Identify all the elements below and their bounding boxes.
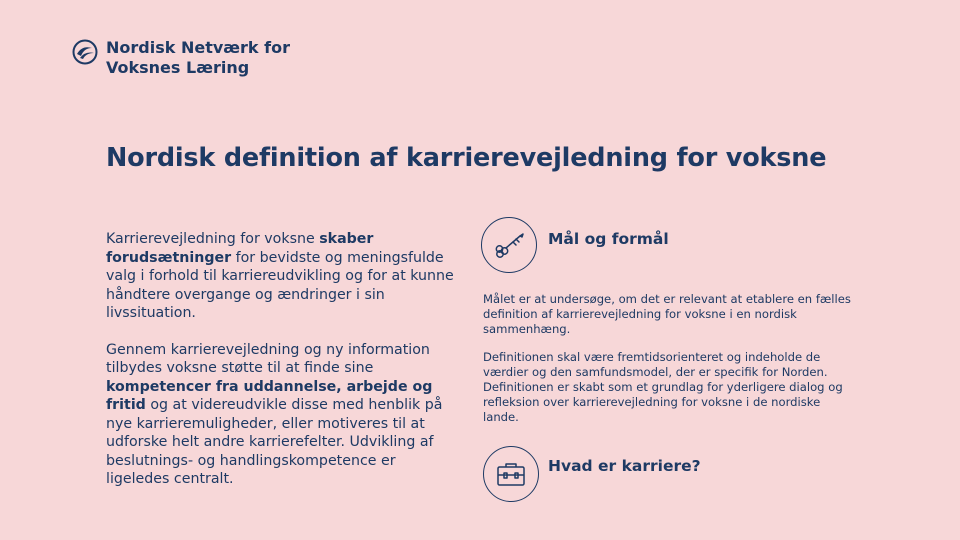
career-heading: Hvad er karriere? [548, 457, 701, 475]
intro-paragraph-2 [106, 341, 456, 489]
logo [72, 38, 290, 78]
nvl-logo-icon [72, 39, 98, 65]
logo-line-1: Nordisk Netværk for [106, 38, 290, 57]
goal-paragraph-2: Definitionen skal være fremtidsorienteret og indeholde de værdier og den samfundsmodel, der er specifik for Norden. Definitionen er skabt som et grundlag for yderligere dialog og refleksion over karrierevejledning for voksne i de nordiske lande. [483, 350, 843, 424]
intro-column [106, 230, 456, 507]
logo-line-2: Voksnes Læring [106, 58, 250, 77]
goal-icon-circle [481, 217, 537, 273]
p2-bold-1: kompetencer fra uddannelse, arbejde og fritid [106, 378, 433, 413]
intro-paragraph-1 [106, 230, 456, 323]
p1-text-2: for bevidste og meningsfulde valg i forhold til karriereudvikling og for at kunne håndtere overgange og ændringer i sin livssituation. [106, 249, 454, 321]
briefcase-icon [492, 455, 530, 493]
p1-text-1: Karrierevejledning for voksne [106, 231, 320, 247]
p2-text-2: og at videreudvikle disse med henblik på nye karrieremuligheder, eller motiveres til at udforske helt andre karrierefelter. Udvikling af beslutnings- og handlingskompetence er ligeledes centralt. [106, 397, 443, 487]
page-title: Nordisk definition af karrierevejledning for voksne [106, 143, 827, 173]
logo-text [106, 38, 290, 78]
key-icon [490, 226, 528, 264]
p1-bold-1: skaber forudsætninger [106, 231, 374, 266]
goal-heading: Mål og formål [548, 230, 669, 248]
goal-paragraph-1: Målet er at undersøge, om det er relevant at etablere en fælles definition af karrierevejledning for voksne i en nordisk sammenhæng. [483, 292, 851, 336]
p2-text-1: Gennem karrierevejledning og ny information tilbydes voksne støtte til at finde sine [106, 341, 430, 376]
career-icon-circle [483, 446, 539, 502]
